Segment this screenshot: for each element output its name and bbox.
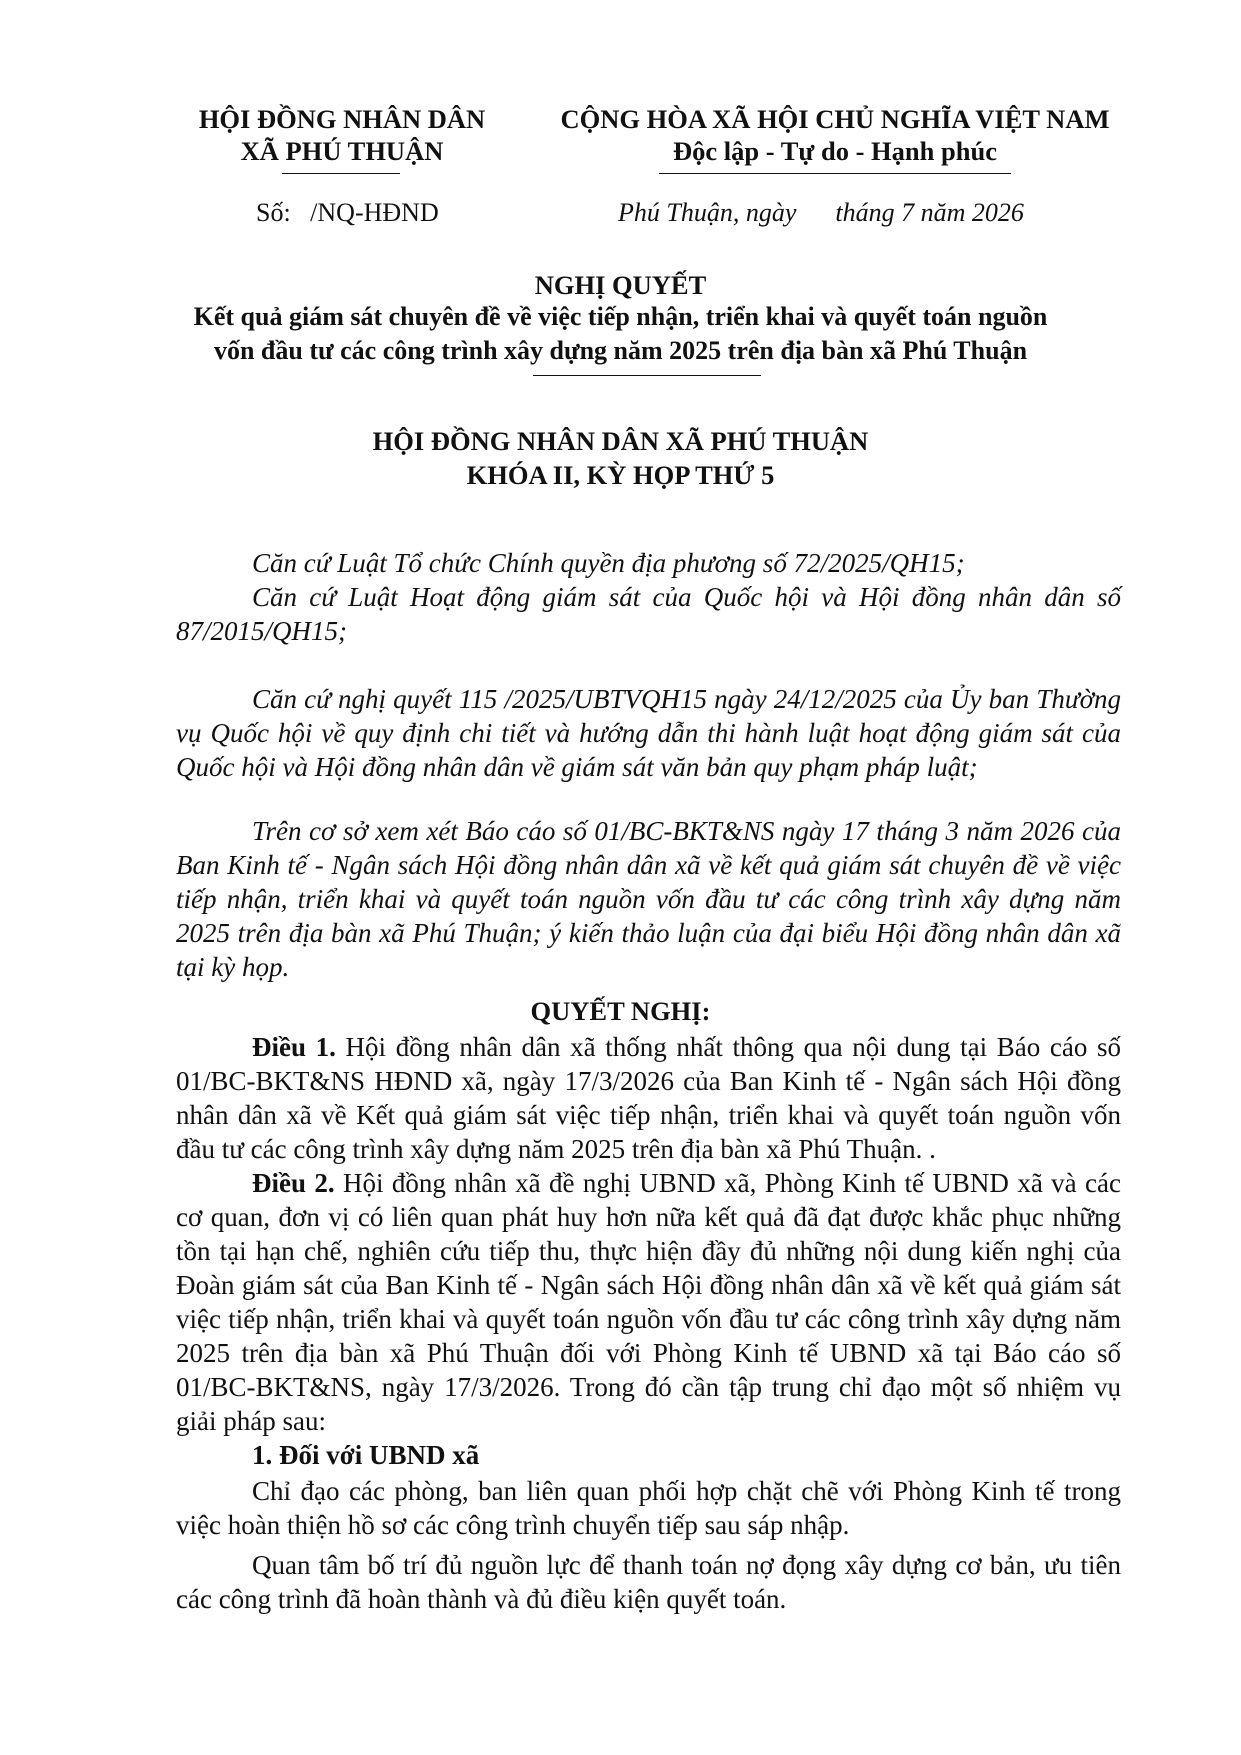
legal-basis-3: Căn cứ nghị quyết 115 /2025/UBTVQH15 ngày 24/12/2025 của Ủy ban Thường vụ Quốc hội về quy định chi tiết và hướng dẫn thi hành luật hoạt động giám sát của Quốc hội và Hội đồng nhân dân về giám sát văn bản quy phạm pháp luật; (176, 684, 1121, 782)
legal-basis-4: Trên cơ sở xem xét Báo cáo số 01/BC-BKT&NS ngày 17 tháng 3 năm 2026 của Ban Kinh tế - Ngân sách Hội đồng nhân dân xã về kết quả giám sát chuyên đề về việc tiếp nhận, triển khai và quyết toán nguồn vốn đầu tư các công trình xây dựng năm 2025 trên địa bàn xã Phú Thuận; ý kiến thảo luận của đại biểu Hội đồng nhân dân xã tại kỳ họp. (176, 816, 1121, 982)
document-date: Phú Thuận, ngày tháng 7 năm 2026 (618, 198, 1024, 227)
section-1-paragraph-2: Quan tâm bố trí đủ nguồn lực để thanh toán nợ đọng xây dựng cơ bản, ưu tiên các công trình đã hoàn thành và đủ điều kiện quyết toán. (176, 1550, 1121, 1614)
legal-basis-2: Căn cứ Luật Hoạt động giám sát của Quốc hội và Hội đồng nhân dân số 87/2015/QH15; (176, 582, 1121, 646)
legal-basis-1: Căn cứ Luật Tổ chức Chính quyền địa phương số 72/2025/QH15; (252, 548, 965, 578)
document-number: Số: /NQ-HĐND (256, 198, 439, 227)
article-2-label: Điều 2. (252, 1168, 335, 1198)
authority-name: HỘI ĐỒNG NHÂN DÂN XÃ PHÚ THUẬN (372, 426, 869, 456)
document-subject-line2: vốn đầu tư các công trình xây dựng năm 2025 trên địa bàn xã Phú Thuận (213, 336, 1028, 365)
section-1-paragraph-1: Chỉ đạo các phòng, ban liên quan phối hợp chặt chẽ với Phòng Kinh tế trong việc hoàn thiện hồ sơ các công trình chuyển tiếp sau sáp nhập. (176, 1476, 1121, 1540)
issuer-name: HỘI ĐỒNG NHÂN DÂN (198, 104, 486, 134)
issuer-underline (282, 173, 400, 174)
title-underline (533, 375, 761, 376)
national-motto: Độc lập - Tự do - Hạnh phúc (673, 136, 997, 166)
article-1: Điều 1. Hội đồng nhân dân xã thống nhất thông qua nội dung tại Báo cáo số 01/BC-BKT&NS HĐND xã, ngày 17/3/2026 của Ban Kinh tế - Ngân sách Hội đồng nhân dân xã về Kết quả giám sát việc tiếp nhận, triển khai và quyết toán nguồn vốn đầu tư các công trình xây dựng năm 2025 trên địa bàn xã Phú Thuận. . (176, 1032, 1121, 1164)
motto-underline (659, 173, 1011, 174)
issuer-commune: XÃ PHÚ THUẬN (240, 136, 444, 166)
section-1-heading: 1. Đối với UBND xã (252, 1440, 480, 1470)
document-type: NGHỊ QUYẾT (534, 270, 707, 300)
article-2: Điều 2. Hội đồng nhân xã đề nghị UBND xã, Phòng Kinh tế UBND xã và các cơ quan, đơn vị có liên quan phát huy hơn nữa kết quả đã đạt được khắc phục những tồn tại hạn chế, nghiên cứu tiếp thu, thực hiện đầy đủ những nội dung kiến nghị của Đoàn giám sát của Ban Kinh tế - Ngân sách Hội đồng nhân dân xã về kết quả giám sát việc tiếp nhận, triển khai và quyết toán nguồn vốn đầu tư các công trình xây dựng năm 2025 trên địa bàn xã Phú Thuận đối với Phòng Kinh tế UBND xã tại Báo cáo số 01/BC-BKT&NS, ngày 17/3/2026. Trong đó cần tập trung chỉ đạo một số nhiệm vụ giải pháp sau: (176, 1168, 1121, 1436)
article-1-label: Điều 1. (252, 1032, 336, 1062)
document-subject-line1: Kết quả giám sát chuyên đề về việc tiếp nhận, triển khai và quyết toán nguồn (193, 302, 1048, 331)
authority-session: KHÓA II, KỲ HỌP THỨ 5 (466, 460, 775, 490)
national-title: CỘNG HÒA XÃ HỘI CHỦ NGHĨA VIỆT NAM (560, 104, 1110, 134)
resolution-heading: QUYẾT NGHỊ: (530, 996, 711, 1026)
